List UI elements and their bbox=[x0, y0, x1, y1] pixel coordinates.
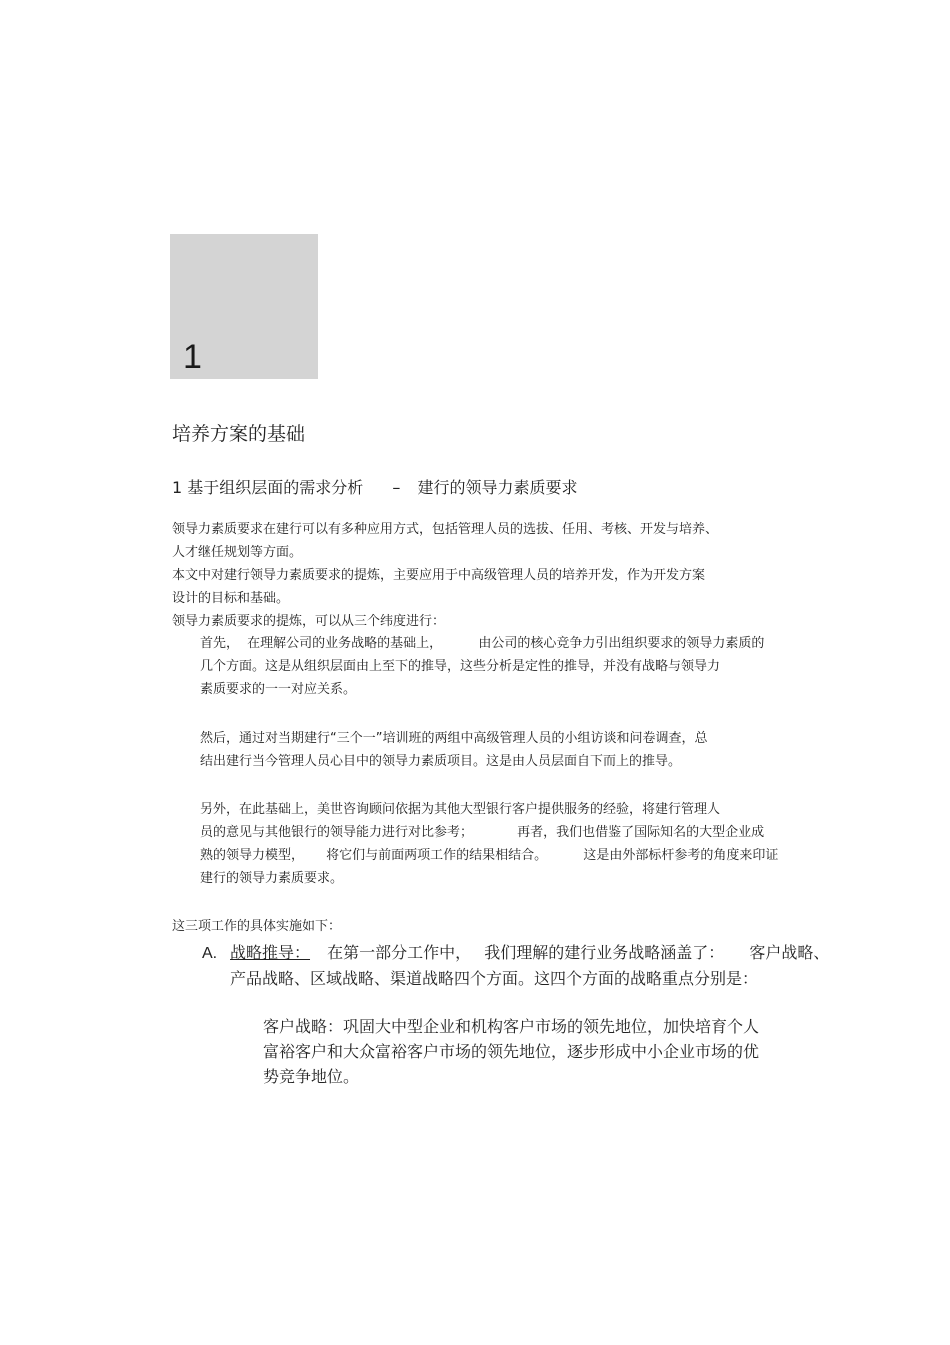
dimension-fragment: 熟的领导力模型， bbox=[200, 848, 305, 863]
dimension-fragment: 首先， bbox=[200, 636, 240, 651]
item-a-line-1 bbox=[202, 940, 829, 966]
dimension-line: 另外，在此基础上，美世咨询顾问依据为其他大型银行客户提供服务的经验，将建行管理人 bbox=[200, 802, 721, 817]
dimension-line bbox=[200, 821, 778, 844]
dimension-fragment: 员的意见与其他银行的领导能力进行对比参考； bbox=[200, 825, 474, 840]
dimension-2-paragraph bbox=[200, 727, 707, 773]
chapter-number-box bbox=[170, 234, 318, 379]
intro-line: 人才继任规划等方面。 bbox=[172, 545, 303, 560]
chapter-number: 1 bbox=[183, 338, 202, 376]
dimension-fragment: 由公司的核心竞争力引出组织要求的领导力素质的 bbox=[478, 636, 765, 651]
item-a-marker: A. bbox=[202, 945, 218, 962]
dimension-line bbox=[200, 844, 778, 867]
section-heading bbox=[172, 475, 578, 498]
customer-strategy-line: 势竞争地位。 bbox=[263, 1067, 360, 1086]
customer-strategy-line: 富裕客户和大众富裕客户市场的领先地位，逐步形成中小企业市场的优 bbox=[263, 1042, 760, 1061]
dimension-line: 几个方面。这是从组织层面由上至下的推导，这些分析是定性的推导，并没有战略与领导力 bbox=[200, 659, 721, 674]
dimension-fragment: 这是由外部标杆参考的角度来印证 bbox=[583, 848, 779, 863]
dimension-fragment: 在理解公司的业务战略的基础上， bbox=[247, 636, 443, 651]
dimension-line: 素质要求的一一对应关系。 bbox=[200, 682, 357, 697]
customer-strategy-paragraph bbox=[263, 1014, 759, 1089]
item-a-text: 客户战略、 bbox=[749, 943, 830, 962]
section-dash: – bbox=[392, 478, 401, 497]
dimension-line: 然后，通过对当期建行“三个一”培训班的两组中高级管理人员的小组访谈和问卷调查，总 bbox=[200, 731, 708, 746]
item-a-text: 在第一部分工作中， bbox=[327, 943, 472, 962]
item-a-text: 我们理解的建行业务战略涵盖了： bbox=[484, 943, 725, 962]
item-a-line-2: 产品战略、区域战略、渠道战略四个方面。这四个方面的战略重点分别是： bbox=[230, 969, 759, 988]
chapter-title: 培养方案的基础 bbox=[172, 423, 306, 445]
implementation-intro: 这三项工作的具体实施如下： bbox=[172, 919, 342, 934]
item-a bbox=[202, 940, 829, 991]
intro-line: 领导力素质要求的提炼，可以从三个纬度进行： bbox=[172, 614, 446, 629]
intro-line: 本文中对建行领导力素质要求的提炼，主要应用于中高级管理人员的培养开发，作为开发方案 bbox=[172, 568, 706, 583]
section-title-left: 基于组织层面的需求分析 bbox=[187, 478, 364, 497]
dimension-line: 结出建行当今管理人员心目中的领导力素质项目。这是由人员层面自下而上的推导。 bbox=[200, 754, 682, 769]
dimension-fragment: 将它们与前面两项工作的结果相结合。 bbox=[326, 848, 548, 863]
intro-line: 领导力素质要求在建行可以有多种应用方式，包括管理人员的选拔、任用、考核、开发与培养、 bbox=[172, 522, 719, 537]
intro-line: 设计的目标和基础。 bbox=[172, 591, 290, 606]
dimension-line: 建行的领导力素质要求。 bbox=[200, 871, 344, 886]
section-title-right: 建行的领导力素质要求 bbox=[417, 478, 578, 497]
intro-paragraph bbox=[172, 518, 718, 633]
section-number: 1 bbox=[172, 478, 183, 497]
dimension-1-paragraph bbox=[200, 632, 764, 701]
dimension-3-paragraph bbox=[200, 798, 778, 890]
item-a-term: 战略推导： bbox=[230, 943, 311, 962]
dimension-line bbox=[200, 632, 764, 655]
dimension-fragment: 再者，我们也借鉴了国际知名的大型企业成 bbox=[517, 825, 765, 840]
customer-strategy-line: 客户战略：巩固大中型企业和机构客户市场的领先地位，加快培育个人 bbox=[263, 1017, 760, 1036]
